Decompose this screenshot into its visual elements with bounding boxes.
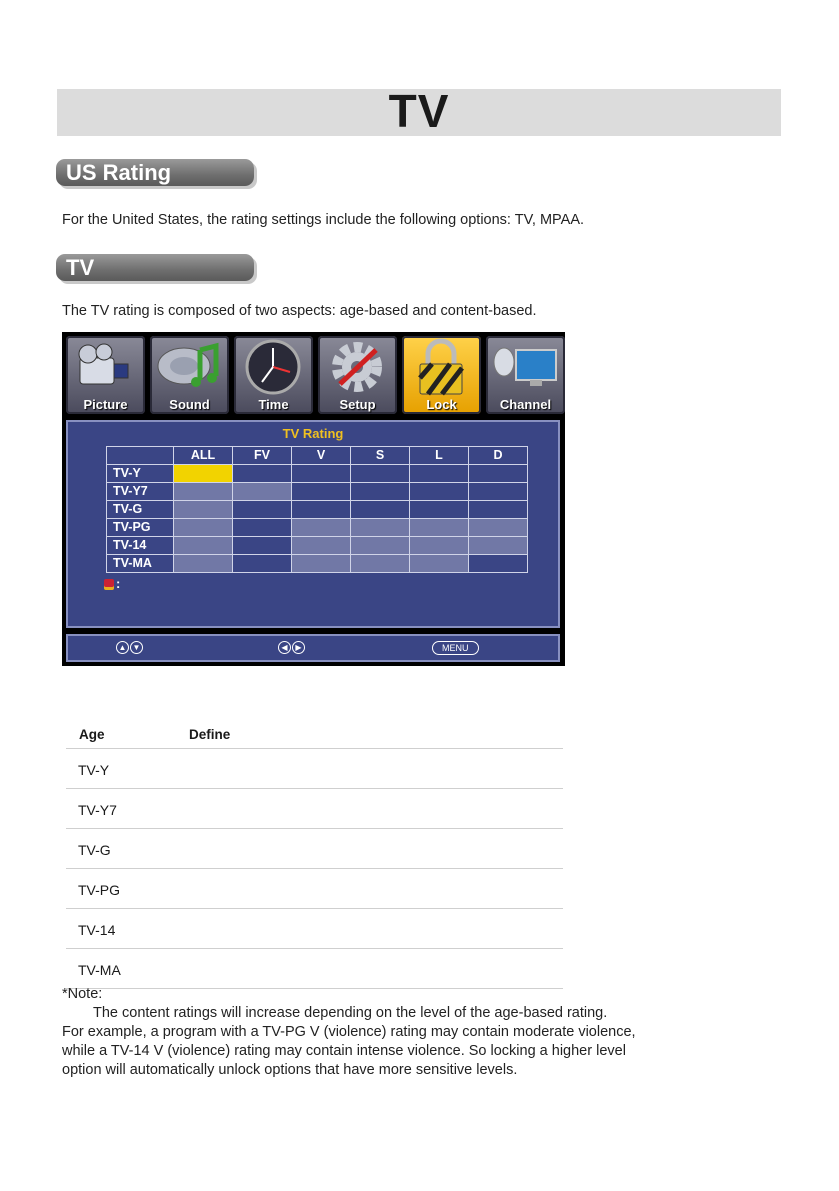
left-right-hint bbox=[278, 641, 306, 654]
rating-cell[interactable] bbox=[469, 537, 528, 555]
row-header-tv-ma: TV-MA bbox=[107, 555, 174, 573]
lock-legend-label: : bbox=[116, 576, 121, 591]
us-rating-description: For the United States, the rating settings include the following options: TV, MPAA. bbox=[62, 212, 585, 228]
menu-tab-label: Setup bbox=[339, 397, 376, 412]
column-header-all: ALL bbox=[174, 447, 233, 465]
rating-cell[interactable] bbox=[292, 555, 351, 573]
menu-tab-time[interactable] bbox=[234, 336, 313, 414]
rating-cell[interactable] bbox=[351, 555, 410, 573]
note-line: option will automatically unlock options that have more sensitive levels. bbox=[62, 1062, 518, 1078]
note-line: For example, a program with a TV-PG V (violence) rating may contain moderate violence, bbox=[62, 1024, 636, 1040]
tv-rating-panel bbox=[66, 420, 560, 628]
lock-legend bbox=[104, 576, 120, 591]
menu-tab-label: Time bbox=[258, 397, 289, 412]
menu-tab-label: Sound bbox=[169, 397, 210, 412]
definition-row bbox=[66, 869, 563, 909]
menu-tab-sound[interactable] bbox=[150, 336, 229, 414]
definition-age-label: TV-Y7 bbox=[78, 802, 117, 818]
lock-icon bbox=[104, 579, 114, 590]
rating-cell[interactable] bbox=[410, 465, 469, 483]
rating-cell[interactable] bbox=[292, 537, 351, 555]
rating-cell[interactable] bbox=[410, 501, 469, 519]
column-header-v: V bbox=[292, 447, 351, 465]
rating-cell[interactable] bbox=[469, 501, 528, 519]
row-header-tv-14: TV-14 bbox=[107, 537, 174, 555]
rating-cell[interactable] bbox=[174, 501, 233, 519]
menu-tab-label: Picture bbox=[83, 397, 128, 412]
rating-cell[interactable] bbox=[351, 465, 410, 483]
menu-button-icon: MENU bbox=[432, 641, 479, 655]
rating-cell[interactable] bbox=[351, 483, 410, 501]
note-heading: *Note: bbox=[62, 986, 103, 1002]
satellite-monitor-icon bbox=[486, 336, 565, 398]
osd-nav-bar bbox=[66, 634, 560, 662]
tv-rating-panel-title: TV Rating bbox=[282, 426, 344, 441]
gear-icon bbox=[318, 336, 397, 398]
rating-cell[interactable] bbox=[469, 465, 528, 483]
rating-cell[interactable] bbox=[351, 519, 410, 537]
column-header-s: S bbox=[351, 447, 410, 465]
row-header-tv-y: TV-Y bbox=[107, 465, 174, 483]
menu-tab-label: Lock bbox=[426, 397, 457, 412]
menu-hint bbox=[432, 641, 479, 654]
rating-cell[interactable] bbox=[174, 483, 233, 501]
row-header-tv-g: TV-G bbox=[107, 501, 174, 519]
menu-tab-picture[interactable] bbox=[66, 336, 145, 414]
row-header-tv-y7: TV-Y7 bbox=[107, 483, 174, 501]
rating-cell[interactable] bbox=[351, 501, 410, 519]
rating-cell[interactable] bbox=[469, 555, 528, 573]
music-note-icon bbox=[150, 336, 229, 398]
tv-rating-description: The TV rating is composed of two aspects: age-based and content-based. bbox=[62, 303, 537, 319]
rating-cell[interactable] bbox=[410, 555, 469, 573]
tv-rating-grid bbox=[106, 446, 528, 573]
rating-cell[interactable] bbox=[351, 537, 410, 555]
rating-cell[interactable] bbox=[292, 501, 351, 519]
menu-tab-setup[interactable] bbox=[318, 336, 397, 414]
menu-tab-label: Channel bbox=[499, 397, 552, 412]
definition-row bbox=[66, 949, 563, 989]
section-heading-us-rating: US Rating bbox=[56, 159, 254, 186]
definition-table-header bbox=[66, 724, 563, 749]
rating-cell[interactable] bbox=[233, 501, 292, 519]
arrow-left-icon: ◀ bbox=[278, 641, 291, 654]
rating-cell[interactable] bbox=[174, 537, 233, 555]
rating-cell[interactable] bbox=[469, 483, 528, 501]
header-define: Define bbox=[189, 727, 231, 742]
rating-cell[interactable] bbox=[174, 555, 233, 573]
menu-tab-lock[interactable] bbox=[402, 336, 481, 414]
rating-cell[interactable] bbox=[410, 483, 469, 501]
definition-age-label: TV-G bbox=[78, 842, 111, 858]
note-line: while a TV-14 V (violence) rating may contain intense violence. So locking a higher level bbox=[62, 1043, 626, 1059]
definition-age-label: TV-14 bbox=[78, 922, 116, 938]
rating-cell[interactable] bbox=[469, 519, 528, 537]
page-title-bar bbox=[57, 85, 781, 137]
column-header-l: L bbox=[410, 447, 469, 465]
camcorder-icon bbox=[66, 336, 145, 398]
rating-cell[interactable] bbox=[292, 519, 351, 537]
menu-tab-channel[interactable] bbox=[486, 336, 565, 414]
definition-row bbox=[66, 829, 563, 869]
definition-age-label: TV-Y bbox=[78, 762, 110, 778]
column-header-fv: FV bbox=[233, 447, 292, 465]
rating-cell[interactable] bbox=[410, 537, 469, 555]
arrow-up-icon: ▲ bbox=[116, 641, 129, 654]
definition-row bbox=[66, 789, 563, 829]
clock-icon bbox=[234, 336, 313, 398]
note-block bbox=[62, 985, 762, 1080]
definition-row bbox=[66, 909, 563, 949]
rating-cell[interactable] bbox=[292, 465, 351, 483]
arrow-right-icon: ▶ bbox=[292, 641, 305, 654]
note-line: The content ratings will increase depending on the level of the age-based rating. bbox=[93, 1005, 608, 1021]
age-definition-table bbox=[66, 724, 563, 989]
definition-age-label: TV-PG bbox=[78, 882, 121, 898]
rating-cell[interactable] bbox=[233, 555, 292, 573]
rating-cell[interactable] bbox=[233, 519, 292, 537]
section-heading-tv: TV bbox=[56, 254, 254, 281]
definition-age-label: TV-MA bbox=[78, 962, 121, 978]
page-title: TV bbox=[388, 85, 450, 137]
header-age: Age bbox=[79, 727, 105, 742]
rating-cell[interactable] bbox=[233, 465, 292, 483]
padlock-icon bbox=[402, 336, 481, 398]
row-header-tv-pg: TV-PG bbox=[107, 519, 174, 537]
definition-row bbox=[66, 749, 563, 789]
rating-cell[interactable] bbox=[410, 519, 469, 537]
column-header-d: D bbox=[469, 447, 528, 465]
rating-cell[interactable] bbox=[233, 537, 292, 555]
tv-osd-screen bbox=[62, 332, 565, 666]
rating-cell[interactable] bbox=[174, 465, 233, 483]
rating-cell[interactable] bbox=[174, 519, 233, 537]
rating-cell[interactable] bbox=[233, 483, 292, 501]
up-down-hint bbox=[116, 641, 144, 654]
rating-cell[interactable] bbox=[292, 483, 351, 501]
grid-corner bbox=[107, 447, 174, 465]
arrow-down-icon: ▼ bbox=[130, 641, 143, 654]
